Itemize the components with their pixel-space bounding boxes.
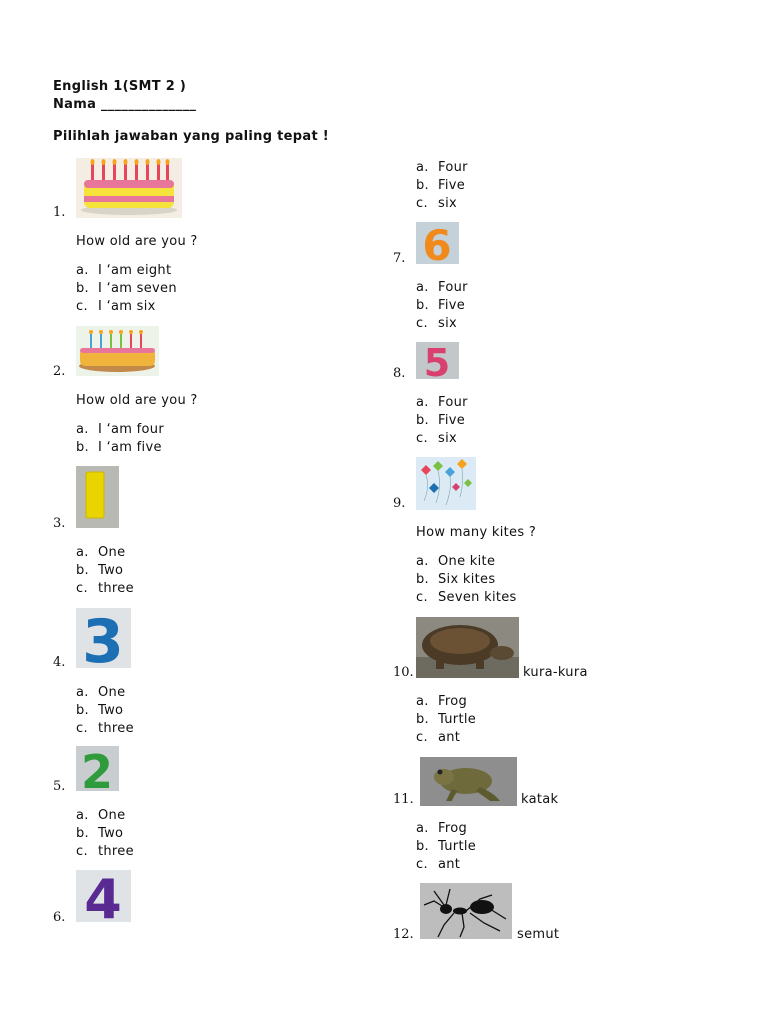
- question-number: 8.: [393, 366, 406, 381]
- question-prompt: How many kites ?: [416, 525, 537, 540]
- answer-options: [76, 421, 164, 457]
- number-three-image: [76, 608, 131, 668]
- answer-options: [76, 807, 134, 861]
- ant-image: [420, 883, 512, 939]
- birthday-cake-candles-image: [76, 326, 159, 376]
- worksheet-title: English 1(SMT 2 ): [53, 79, 187, 94]
- answer-options: [76, 544, 134, 598]
- answer-options: [416, 159, 468, 213]
- svg-text:3: 3: [82, 608, 124, 668]
- question-number: 10.: [393, 665, 414, 680]
- option[interactable]: b. I ‘am seven: [76, 281, 177, 296]
- birthday-cake-eight-candles-image: [76, 158, 182, 218]
- number-two-image: [76, 746, 119, 791]
- option[interactable]: a. Frog: [416, 694, 467, 709]
- number-five-image: [416, 342, 459, 379]
- option[interactable]: c. ant: [416, 730, 461, 745]
- kites-image: [416, 457, 476, 510]
- option[interactable]: a. Four: [416, 160, 468, 175]
- option[interactable]: a. Four: [416, 395, 468, 410]
- animal-caption: kura-kura: [523, 665, 588, 680]
- option[interactable]: c. six: [416, 196, 457, 211]
- answer-options: [416, 394, 468, 448]
- question-number: 9.: [393, 496, 406, 511]
- option[interactable]: b. Turtle: [416, 712, 477, 727]
- question-number: 4.: [53, 655, 66, 670]
- question-number: 2.: [53, 364, 66, 379]
- animal-caption: semut: [517, 927, 560, 942]
- option[interactable]: b. Two: [76, 563, 124, 578]
- option[interactable]: b. Turtle: [416, 839, 477, 854]
- question-number: 7.: [393, 251, 406, 266]
- answer-options: [416, 693, 476, 747]
- option[interactable]: c. three: [76, 721, 134, 736]
- question-number: 12.: [393, 927, 414, 942]
- option[interactable]: a. One: [76, 685, 126, 700]
- option[interactable]: a. I ‘am eight: [76, 263, 172, 278]
- question-number: 11.: [393, 792, 414, 807]
- option[interactable]: b. Five: [416, 298, 466, 313]
- option[interactable]: a. Frog: [416, 821, 467, 836]
- option[interactable]: c. ant: [416, 857, 461, 872]
- question-number: 3.: [53, 516, 66, 531]
- svg-text:2: 2: [80, 746, 114, 791]
- answer-options: [416, 279, 468, 333]
- option[interactable]: c. three: [76, 581, 134, 596]
- option[interactable]: c. three: [76, 844, 134, 859]
- instruction-text: Pilihlah jawaban yang paling tepat !: [53, 129, 330, 144]
- option[interactable]: b. Two: [76, 826, 124, 841]
- turtle-image: [416, 617, 519, 678]
- animal-caption: katak: [521, 792, 559, 807]
- option[interactable]: c. six: [416, 316, 457, 331]
- number-six-image: [416, 222, 459, 264]
- answer-options: [76, 684, 134, 738]
- option[interactable]: b. I ‘am five: [76, 440, 162, 455]
- name-field-label: Nama ______________: [53, 97, 197, 112]
- option[interactable]: c. Seven kites: [416, 590, 517, 605]
- answer-options: [76, 262, 177, 316]
- option[interactable]: b. Two: [76, 703, 124, 718]
- question-number: 5.: [53, 779, 66, 794]
- number-four-image: [76, 870, 131, 922]
- answer-options: [416, 820, 476, 874]
- option[interactable]: c. I ‘am six: [76, 299, 156, 314]
- question-prompt: How old are you ?: [76, 393, 198, 408]
- option[interactable]: a. One kite: [416, 554, 496, 569]
- svg-text:4: 4: [84, 870, 122, 922]
- option[interactable]: b. Five: [416, 413, 466, 428]
- answer-options: [416, 553, 517, 607]
- option[interactable]: b. Six kites: [416, 572, 496, 587]
- option[interactable]: a. One: [76, 808, 126, 823]
- option[interactable]: a. Four: [416, 280, 468, 295]
- frog-image: [420, 757, 517, 806]
- option[interactable]: c. six: [416, 431, 457, 446]
- question-prompt: How old are you ?: [76, 234, 198, 249]
- option[interactable]: b. Five: [416, 178, 466, 193]
- svg-text:5: 5: [423, 342, 451, 379]
- number-one-image: [76, 466, 119, 528]
- svg-text:6: 6: [422, 222, 452, 264]
- option[interactable]: a. One: [76, 545, 126, 560]
- question-number: 6.: [53, 910, 66, 925]
- question-number: 1.: [53, 205, 66, 220]
- option[interactable]: a. I ‘am four: [76, 422, 164, 437]
